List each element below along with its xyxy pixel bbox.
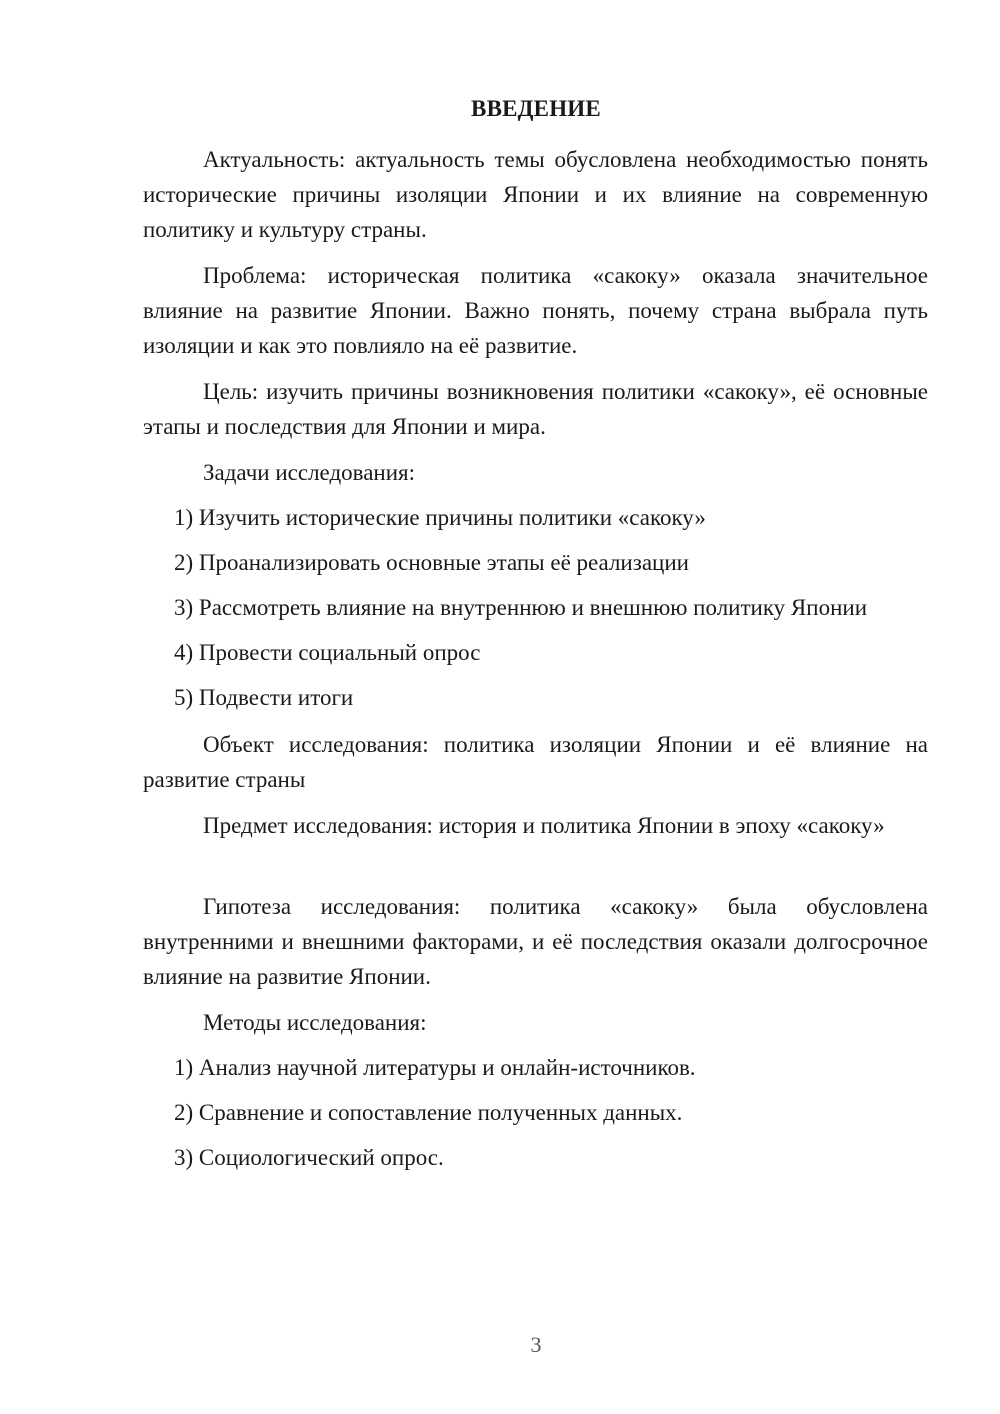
goal-paragraph: Цель: изучить причины возникновения политики «сакоку», её основные этапы и последствия для Японии и мира. <box>143 379 928 439</box>
method-item: 1) Анализ научной литературы и онлайн-источников. <box>174 1055 696 1080</box>
page-title: ВВЕДЕНИЕ <box>471 96 601 121</box>
relevance-paragraph: Актуальность: актуальность темы обусловлена необходимостью понять исторические причины изоляции Японии и их влияние на современную политику и культуру страны. <box>143 147 928 242</box>
problem-paragraph: Проблема: историческая политика «сакоку» оказала значительное влияние на развитие Японии. Важно понять, почему страна выбрала путь изоляции и как это повлияло на её развитие. <box>143 263 928 358</box>
subject-paragraph: Предмет исследования: история и политика Японии в эпоху «сакоку» <box>203 813 885 838</box>
hypothesis-paragraph: Гипотеза исследования: политика «сакоку» была обусловлена внутренними и внешними факторами, и её последствия оказали долгосрочное влияние на развитие Японии. <box>143 894 928 989</box>
method-item: 3) Социологический опрос. <box>174 1145 444 1170</box>
methods-heading: Методы исследования: <box>203 1010 427 1035</box>
task-item: 5) Подвести итоги <box>174 685 354 710</box>
task-item: 1) Изучить исторические причины политики «сакоку» <box>174 505 706 530</box>
task-item: 3) Рассмотреть влияние на внутреннюю и внешнюю политику Японии <box>174 595 868 620</box>
task-item: 4) Провести социальный опрос <box>174 640 481 665</box>
tasks-heading: Задачи исследования: <box>203 460 416 485</box>
method-item: 2) Сравнение и сопоставление полученных данных. <box>174 1100 683 1125</box>
page-number: 3 <box>530 1332 542 1357</box>
object-paragraph: Объект исследования: политика изоляции Японии и её влияние на развитие страны <box>143 732 928 792</box>
task-item: 2) Проанализировать основные этапы её реализации <box>174 550 689 575</box>
